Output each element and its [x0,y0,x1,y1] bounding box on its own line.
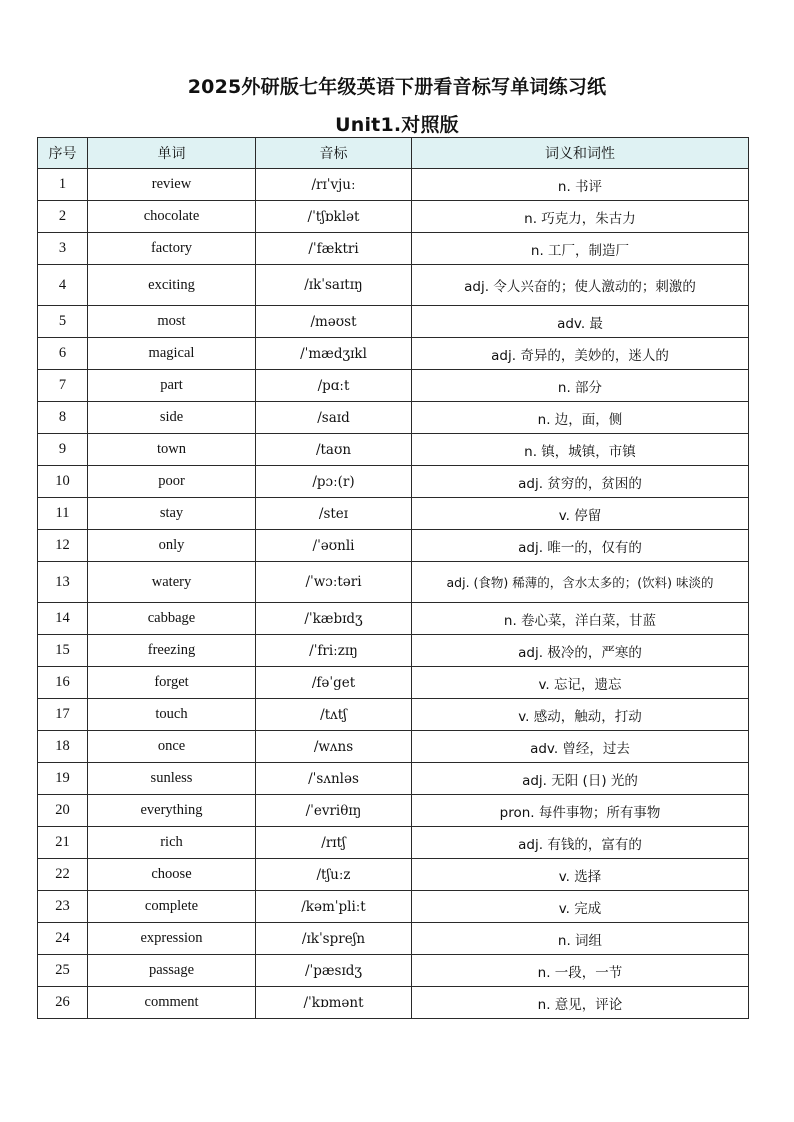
cell-meaning: n. 巧克力，朱古力 [412,201,749,233]
cell-meaning: n. 边，面，侧 [412,402,749,434]
cell-meaning: adj. 奇异的，美妙的，迷人的 [412,338,749,370]
cell-number: 20 [38,795,88,827]
cell-word: passage [88,955,256,987]
cell-word: expression [88,923,256,955]
table-row [38,699,749,731]
cell-phonetic: /pɑːt [256,370,412,402]
cell-word: only [88,530,256,562]
cell-meaning: v. 完成 [412,891,749,923]
vocabulary-table [37,137,749,1019]
cell-meaning: n. 卷心菜，洋白菜，甘蓝 [412,603,749,635]
cell-word: most [88,306,256,338]
table-row [38,562,749,603]
table-row [38,338,749,370]
cell-number: 18 [38,731,88,763]
cell-phonetic: /wʌns [256,731,412,763]
cell-word: part [88,370,256,402]
page-title: 2025外研版七年级英语下册看音标写单词练习纸 [187,76,607,98]
table-row [38,530,749,562]
cell-word: watery [88,562,256,603]
cell-meaning: v. 感动，触动，打动 [412,699,749,731]
cell-phonetic: /taʊn [256,434,412,466]
cell-word: everything [88,795,256,827]
cell-number: 16 [38,667,88,699]
cell-meaning: adv. 曾经，过去 [412,731,749,763]
cell-word: factory [88,233,256,265]
cell-word: forget [88,667,256,699]
cell-meaning: v. 忘记，遗忘 [412,667,749,699]
cell-meaning: adj. (食物) 稀薄的，含水太多的；(饮料) 味淡的 [412,562,749,603]
cell-number: 1 [38,169,88,201]
table-row [38,731,749,763]
cell-phonetic: /ˈwɔːtəri [256,562,412,603]
table-row [38,201,749,233]
cell-number: 14 [38,603,88,635]
table-row [38,603,749,635]
cell-number: 6 [38,338,88,370]
cell-word: rich [88,827,256,859]
cell-word: freezing [88,635,256,667]
table-header-row [38,138,749,169]
cell-word: town [88,434,256,466]
table-row [38,667,749,699]
cell-phonetic: /rɪtʃ [256,827,412,859]
cell-phonetic: /rɪˈvjuː [256,169,412,201]
table-row [38,763,749,795]
cell-number: 13 [38,562,88,603]
cell-phonetic: /ˈevriθɪŋ [256,795,412,827]
table-row [38,955,749,987]
cell-phonetic: /ˈkæbɪdʒ [256,603,412,635]
cell-phonetic: /fəˈget [256,667,412,699]
cell-word: chocolate [88,201,256,233]
cell-phonetic: /ˈmædʒɪkl [256,338,412,370]
header-phonetic: 音标 [256,138,412,169]
cell-word: choose [88,859,256,891]
cell-phonetic: /ɪkˈspreʃn [256,923,412,955]
table-row [38,370,749,402]
table-row [38,987,749,1019]
table-row [38,169,749,201]
table-row [38,434,749,466]
cell-number: 10 [38,466,88,498]
cell-meaning: n. 一段，一节 [412,955,749,987]
cell-word: complete [88,891,256,923]
cell-number: 3 [38,233,88,265]
cell-meaning: adj. 贫穷的，贫困的 [412,466,749,498]
cell-word: magical [88,338,256,370]
cell-word: cabbage [88,603,256,635]
header-number: 序号 [38,138,88,169]
cell-number: 17 [38,699,88,731]
cell-word: once [88,731,256,763]
cell-meaning: v. 停留 [412,498,749,530]
cell-number: 26 [38,987,88,1019]
table-row [38,498,749,530]
cell-meaning: pron. 每件事物；所有事物 [412,795,749,827]
cell-number: 5 [38,306,88,338]
table-row [38,891,749,923]
cell-meaning: adj. 有钱的，富有的 [412,827,749,859]
cell-number: 7 [38,370,88,402]
cell-meaning: n. 镇，城镇，市镇 [412,434,749,466]
cell-phonetic: /pɔː(r) [256,466,412,498]
cell-word: stay [88,498,256,530]
page-subtitle: Unit1.对照版 [335,114,459,136]
cell-meaning: n. 工厂，制造厂 [412,233,749,265]
table-row [38,466,749,498]
cell-meaning: adj. 极冷的，严寒的 [412,635,749,667]
cell-phonetic: /kəmˈpliːt [256,891,412,923]
cell-number: 21 [38,827,88,859]
cell-phonetic: /ˈpæsɪdʒ [256,955,412,987]
cell-number: 4 [38,265,88,306]
cell-word: touch [88,699,256,731]
cell-number: 24 [38,923,88,955]
cell-meaning: n. 书评 [412,169,749,201]
cell-word: exciting [88,265,256,306]
cell-phonetic: /ˈsʌnləs [256,763,412,795]
cell-number: 19 [38,763,88,795]
cell-number: 9 [38,434,88,466]
cell-number: 15 [38,635,88,667]
cell-word: side [88,402,256,434]
cell-number: 23 [38,891,88,923]
cell-number: 11 [38,498,88,530]
cell-phonetic: /ˈfriːzɪŋ [256,635,412,667]
cell-meaning: n. 部分 [412,370,749,402]
cell-meaning: adj. 唯一的，仅有的 [412,530,749,562]
cell-meaning: n. 词组 [412,923,749,955]
cell-phonetic: /ɪkˈsaɪtɪŋ [256,265,412,306]
cell-meaning: adv. 最 [412,306,749,338]
cell-meaning: adj. 无阳 (日) 光的 [412,763,749,795]
table-row [38,306,749,338]
cell-phonetic: /ˈtʃɒklət [256,201,412,233]
table-row [38,635,749,667]
cell-meaning: v. 选择 [412,859,749,891]
table-row [38,233,749,265]
cell-phonetic: /saɪd [256,402,412,434]
table-body [38,169,749,1019]
cell-number: 22 [38,859,88,891]
cell-phonetic: /məʊst [256,306,412,338]
cell-phonetic: /steɪ [256,498,412,530]
cell-number: 8 [38,402,88,434]
table-row [38,795,749,827]
cell-phonetic: /ˈfæktri [256,233,412,265]
cell-word: sunless [88,763,256,795]
table-row [38,859,749,891]
cell-number: 25 [38,955,88,987]
cell-phonetic: /ˈkɒmənt [256,987,412,1019]
cell-meaning: adj. 令人兴奋的；使人激动的；刺激的 [412,265,749,306]
cell-word: comment [88,987,256,1019]
cell-word: poor [88,466,256,498]
cell-phonetic: /tʌtʃ [256,699,412,731]
cell-meaning: n. 意见，评论 [412,987,749,1019]
table-row [38,923,749,955]
cell-number: 2 [38,201,88,233]
table-row [38,402,749,434]
cell-phonetic: /ˈəʊnli [256,530,412,562]
cell-phonetic: /tʃuːz [256,859,412,891]
table-row [38,827,749,859]
header-word: 单词 [88,138,256,169]
cell-number: 12 [38,530,88,562]
cell-word: review [88,169,256,201]
header-meaning: 词义和词性 [412,138,749,169]
table-row [38,265,749,306]
